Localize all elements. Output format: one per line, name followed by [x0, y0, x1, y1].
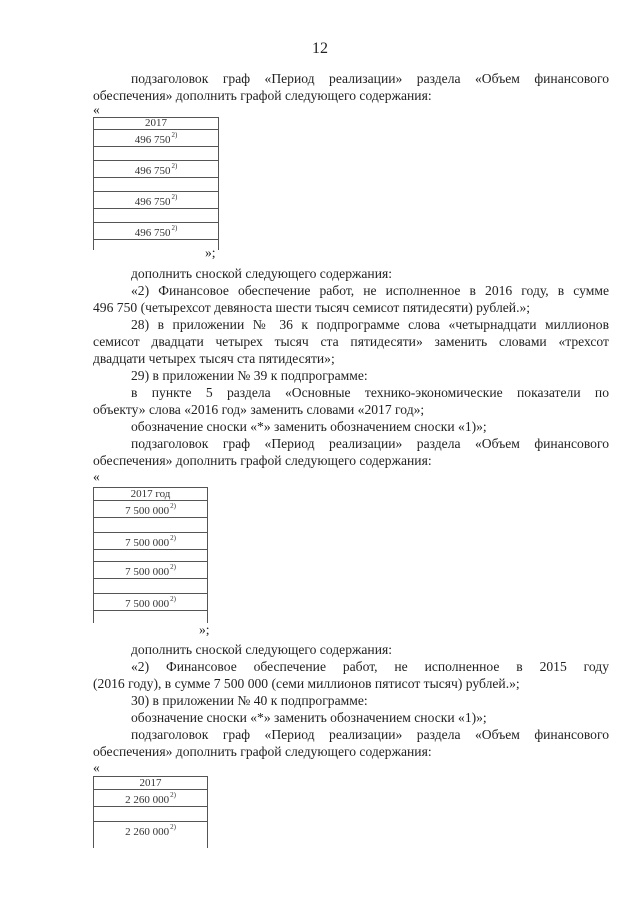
paragraph: двадцати четырех тысяч ста пятидесяти»;	[93, 351, 335, 366]
table-cell: 7 500 000$^{2)}$	[94, 562, 208, 579]
quote-open: «	[93, 760, 100, 775]
paragraph: 29) в приложении № 39 к подпрограмме:	[131, 368, 368, 383]
page-number: 12	[312, 40, 328, 57]
paragraph: в пункте 5 раздела «Основные технико-экономические показатели по	[131, 385, 609, 400]
quote-open: «	[93, 102, 100, 117]
table-cell: 496 750$^{2)}$	[94, 223, 219, 240]
paragraph: обеспечения» дополнить графой следующего содержания:	[93, 744, 432, 759]
paragraph: обеспечения» дополнить графой следующего содержания:	[93, 88, 432, 103]
table-header: 2017 год	[94, 488, 208, 501]
quote-close: »;	[199, 622, 210, 637]
quote-open: «	[93, 469, 100, 484]
table-cell: 496 750$^{2)}$	[94, 192, 219, 209]
paragraph: объекту» слова «2016 год» заменить словами «2017 год»;	[93, 402, 425, 417]
paragraph: дополнить сноской следующего содержания:	[131, 642, 393, 657]
paragraph: (2016 году), в сумме 7 500 000 (семи миллионов пятисот тысяч) рублей.»;	[93, 676, 520, 691]
paragraph: 30) в приложении № 40 к подпрограмме:	[131, 693, 368, 708]
paragraph: подзаголовок граф «Период реализации» раздела «Объем финансового	[131, 71, 609, 86]
table-1	[93, 117, 219, 250]
paragraph: обозначение сноски «*» заменить обозначением сноски «1)»;	[131, 419, 487, 434]
table-cell: 7 500 000$^{2)}$	[94, 594, 208, 611]
quote-close: »;	[205, 245, 216, 260]
paragraph: 28) в приложении № 36 к подпрограмме слова «четырнадцати миллионов	[131, 317, 609, 332]
table-3	[93, 776, 208, 848]
table-cell: 7 500 000$^{2)}$	[94, 501, 208, 518]
paragraph: семисот двадцати четырех тысяч ста пятидесяти» заменить словами «трехсот	[93, 334, 609, 349]
table-header: 2017	[94, 118, 219, 130]
table-cell: 2 260 000$^{2)}$	[94, 822, 208, 839]
table-cell: 496 750$^{2)}$	[94, 130, 219, 147]
paragraph: дополнить сноской следующего содержания:	[131, 266, 393, 281]
paragraph: «2) Финансовое обеспечение работ, не исполненное в 2016 году, в сумме	[131, 283, 609, 298]
table-cell: 2 260 000$^{2)}$	[94, 790, 208, 807]
paragraph: обозначение сноски «*» заменить обозначением сноски «1)»;	[131, 710, 487, 725]
paragraph: обеспечения» дополнить графой следующего содержания:	[93, 453, 432, 468]
paragraph: подзаголовок граф «Период реализации» раздела «Объем финансового	[131, 436, 609, 451]
paragraph: подзаголовок граф «Период реализации» раздела «Объем финансового	[131, 727, 609, 742]
table-cell: 7 500 000$^{2)}$	[94, 533, 208, 550]
table-2	[93, 487, 208, 623]
table-header: 2017	[94, 777, 208, 790]
table-cell: 496 750$^{2)}$	[94, 161, 219, 178]
paragraph: 496 750 (четырехсот девяноста шести тысяч семисот пятидесяти) рублей.»;	[93, 300, 531, 315]
paragraph: «2) Финансовое обеспечение работ, не исполненное в 2015 году	[131, 659, 609, 674]
